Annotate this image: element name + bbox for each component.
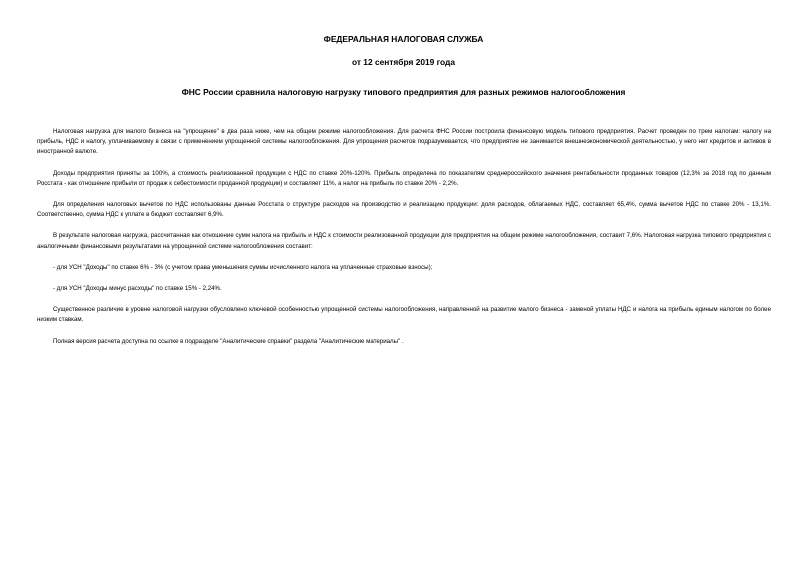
document-date: от 12 сентября 2019 года bbox=[351, 57, 456, 67]
paragraph-difference: Существенное различие в уровне налоговой нагрузки обусловлено ключевой особенностью упрощенной системы налогообложения, направленной на развитие малого бизнеса - заменой уплаты НДС и налога на прибыль единым налогом по более низким ставкам. bbox=[37, 306, 771, 324]
paragraph-full-version: Полная версия расчета доступна по ссылке в подразделе "Аналитические справки" раздела "Аналитические материалы" . bbox=[53, 337, 404, 345]
list-item-usn-income-minus-expenses: - для УСН "Доходы минус расходы" по ставке 15% - 2,24%. bbox=[53, 285, 222, 293]
paragraph-income: Доходы предприятия приняты за 100%, а стоимость реализованной продукции с НДС по ставке 20%-120%. Прибыль определена по показателям среднероссийского значения рентабельности проданных товаров (12,3% за 2018 год по данным Росстата - как отношение прибыли от продаж к себестоимости проданной продукции) и составляет 11%, а налог на прибыль по ставке 20% - 2,2%. bbox=[37, 169, 771, 187]
organization-heading: ФЕДЕРАЛЬНАЯ НАЛОГОВАЯ СЛУЖБА bbox=[323, 34, 484, 44]
paragraph-vat-deductions: Для определения налоговых вычетов по НДС использованы данные Росстата о структуре расходов на производство и реализацию продукции: доля расходов, облагаемых НДС, составляет 65,4%, сумма вычетов НДС по ставке 20% - 13,1%. Соответственно, сумма НДС к уплате в бюджет составляет 6,9%. bbox=[37, 201, 771, 219]
document-body bbox=[37, 127, 771, 347]
paragraph-intro: Налоговая нагрузка для малого бизнеса на "упрощенке" в два раза ниже, чем на общем режиме налогообложения. Для расчета ФНС России построила финансовую модель типового предприятия. Расчет проведен по трем налогам: налогу на прибыль, НДС и налогу, уплачиваемому в связи с применением упрощенной системы налогообложения. Для упрощения расчетов подразумевается, что предприятие не занимается внешнеэкономической деятельностью, у него нет кредитов и активов в иностранной валюте. bbox=[37, 128, 771, 156]
document-title: ФНС России сравнила налоговую нагрузку типового предприятия для разных режимов налогообложения bbox=[181, 87, 626, 97]
paragraph-result: В результате налоговая нагрузка, рассчитанная как отношение сумм налога на прибыль и НДС к стоимости реализованной продукции для предприятия на общем режиме налогообложения, составит 7,6%. Налоговая нагрузка типового предприятия с аналогичными финансовыми результатами на упрощенной системе налогообложения составит: bbox=[37, 232, 771, 250]
list-item-usn-income: - для УСН "Доходы" по ставке 6% - 3% (с учетом права уменьшения суммы исчисленного налога на уплаченные страховые взносы); bbox=[53, 263, 433, 271]
